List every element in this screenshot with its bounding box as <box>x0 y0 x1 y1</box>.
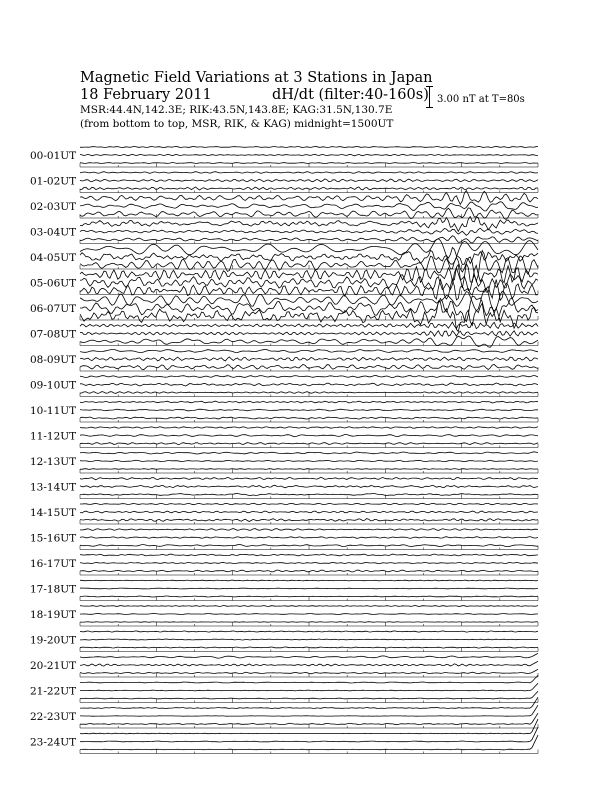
trace-kag <box>80 349 538 352</box>
hour-row <box>30 554 538 575</box>
hour-row-label: 03-04UT <box>30 226 77 239</box>
hour-row-label: 08-09UT <box>30 354 77 366</box>
trace-msr <box>80 163 538 164</box>
hour-row-label: 10-11UT <box>30 405 77 417</box>
hour-row-label: 23-24UT <box>30 736 77 749</box>
hour-row <box>30 191 538 220</box>
hour-row <box>30 452 538 473</box>
hour-row <box>30 653 538 677</box>
hour-row-label: 04-05UT <box>30 252 77 264</box>
chart-quantity: dH/dt (filter:40-160s) <box>272 87 429 103</box>
trace-kag <box>80 503 538 505</box>
hour-row-label: 12-13UT <box>30 456 77 468</box>
hour-row-label: 06-07UT <box>30 303 77 315</box>
hour-row <box>30 675 538 702</box>
trace-rik <box>80 661 538 666</box>
trace-kag <box>80 529 538 531</box>
trace-rik <box>80 228 538 235</box>
station-order-note: (from bottom to top, MSR, RIK, & KAG) midnight=1500UT <box>80 118 394 130</box>
hour-row <box>30 349 538 371</box>
chart-date: 18 February 2011 <box>80 87 212 103</box>
trace-kag <box>80 217 538 232</box>
hour-row <box>30 322 538 347</box>
hour-row <box>30 427 538 448</box>
trace-rik <box>80 537 538 539</box>
trace-rik <box>80 409 538 411</box>
trace-rik <box>80 331 538 337</box>
trace-kag <box>80 146 538 147</box>
hour-row <box>30 580 538 600</box>
hour-row-label: 14-15UT <box>30 507 77 519</box>
hour-row-label: 02-03UT <box>30 201 77 213</box>
hour-row-label: 00-01UT <box>30 150 77 162</box>
hour-row-label: 01-02UT <box>30 175 77 188</box>
trace-kag <box>80 477 538 480</box>
trace-rik <box>80 639 538 640</box>
trace-kag <box>80 401 538 403</box>
hour-row <box>30 606 538 627</box>
hour-row <box>30 401 538 422</box>
hour-row-label: 15-16UT <box>30 532 77 545</box>
scale-bar-label: 3.00 nT at T=80s <box>437 94 525 105</box>
hour-row <box>30 376 538 397</box>
hour-row-label: 07-08UT <box>30 328 77 341</box>
hour-row-label: 13-14UT <box>30 481 77 494</box>
trace-msr <box>80 622 538 623</box>
trace-kag <box>80 322 538 329</box>
hour-row-label: 17-18UT <box>30 583 77 596</box>
trace-kag <box>80 554 538 556</box>
trace-rik <box>80 179 538 182</box>
trace-rik <box>80 683 538 691</box>
hour-row <box>30 239 538 281</box>
hour-row-label: 22-23UT <box>30 711 77 723</box>
hour-row-label: 09-10UT <box>30 379 77 392</box>
trace-msr <box>80 691 538 699</box>
hour-row-label: 18-19UT <box>30 609 77 621</box>
station-list: MSR:44.4N,142.3E; RIK:43.5N,143.8E; KAG:31.5N,130.7E <box>80 104 393 116</box>
chart-title: Magnetic Field Variations at 3 Stations in Japan <box>80 70 433 86</box>
trace-msr <box>80 596 538 597</box>
hour-row <box>30 477 538 498</box>
hour-row-label: 21-22UT <box>30 685 77 698</box>
trace-rik <box>80 268 538 292</box>
hour-row-label: 20-21UT <box>30 660 77 672</box>
trace-rik <box>80 511 538 513</box>
hour-row <box>30 529 538 550</box>
trace-rik <box>80 705 538 716</box>
trace-rik <box>80 154 538 156</box>
trace-kag <box>80 172 538 174</box>
trace-rik <box>80 562 538 563</box>
trace-kag <box>80 653 538 658</box>
trace-rik <box>80 727 538 742</box>
trace-kag <box>80 427 538 429</box>
trace-kag <box>80 606 538 607</box>
hour-row <box>30 172 538 193</box>
trace-rik <box>80 588 538 589</box>
hour-row-label: 11-12UT <box>30 430 77 443</box>
trace-rik <box>80 460 538 461</box>
hour-row-label: 19-20UT <box>30 634 77 647</box>
trace-rik <box>80 485 538 488</box>
trace-rik <box>80 614 538 615</box>
trace-kag <box>80 452 538 454</box>
trace-kag <box>80 631 538 632</box>
trace-kag <box>80 376 538 378</box>
hour-row <box>30 503 538 524</box>
hour-row-label: 05-06UT <box>30 277 77 290</box>
trace-rik <box>80 383 538 386</box>
hour-row-label: 16-17UT <box>30 558 77 570</box>
trace-rik <box>80 202 538 211</box>
hour-row <box>30 631 538 652</box>
trace-rik <box>80 435 538 437</box>
trace-kag <box>80 580 538 581</box>
hour-row <box>30 217 538 244</box>
trace-rik <box>80 357 538 361</box>
trace-msr <box>80 669 538 673</box>
trace-msr <box>80 735 538 750</box>
hour-row <box>30 146 538 167</box>
trace-msr <box>80 713 538 725</box>
